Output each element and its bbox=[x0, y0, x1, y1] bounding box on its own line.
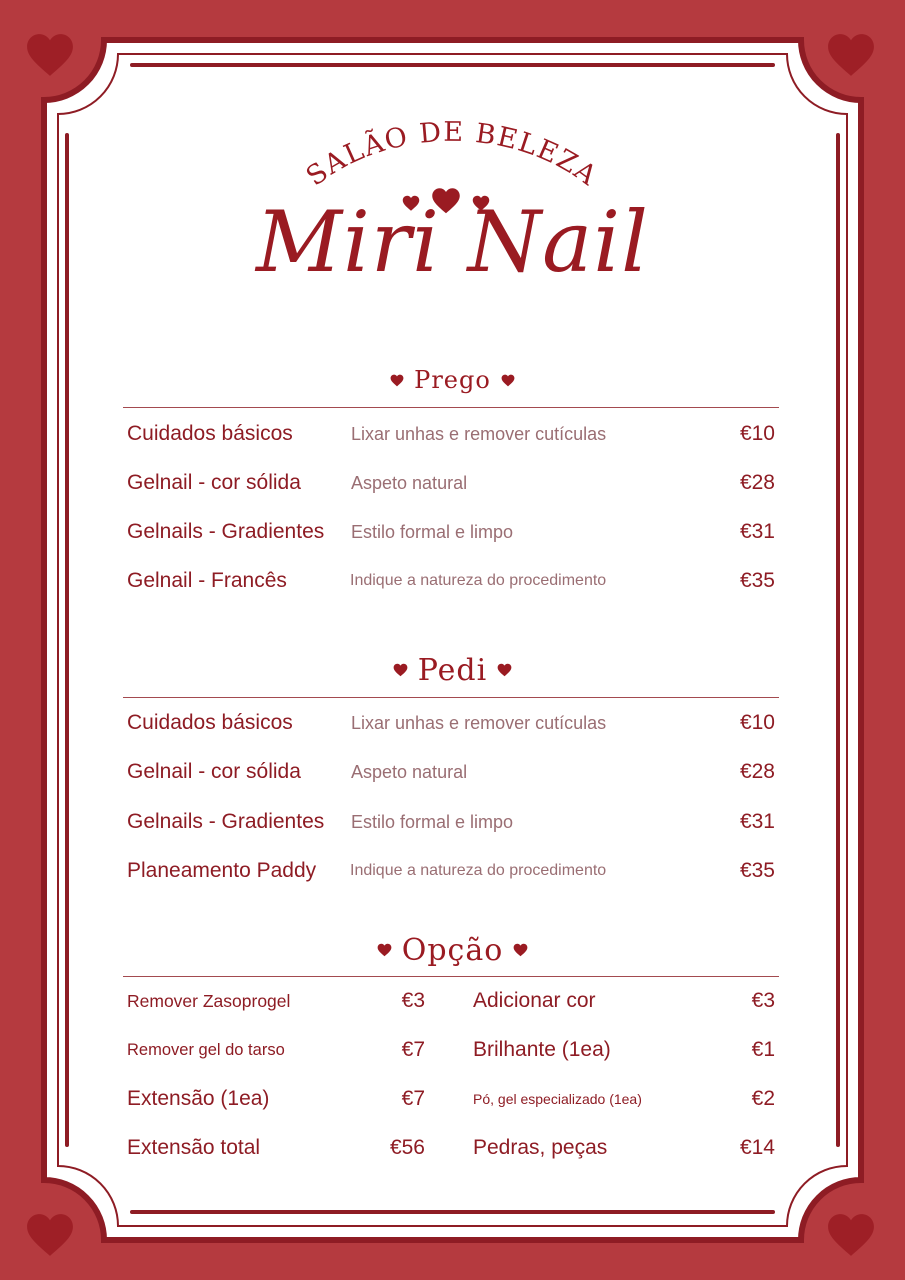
service-name: Gelnails - Gradientes bbox=[127, 810, 325, 833]
option-price: €14 bbox=[739, 1136, 775, 1159]
option-name: Extensão total bbox=[127, 1136, 261, 1159]
service-name: Gelnail - cor sólida bbox=[127, 471, 301, 494]
menu-item-row bbox=[0, 703, 905, 743]
option-price: €7 bbox=[401, 1087, 425, 1110]
option-price: €2 bbox=[751, 1087, 775, 1110]
section-header-prego bbox=[0, 362, 905, 398]
heart-icon bbox=[513, 943, 528, 957]
service-name: Cuidados básicos bbox=[127, 711, 293, 734]
service-description: Estilo formal e limpo bbox=[351, 522, 514, 542]
service-price: €35 bbox=[739, 859, 775, 882]
section-header-opcao bbox=[0, 930, 905, 970]
option-row bbox=[0, 981, 905, 1021]
option-price: €3 bbox=[401, 989, 425, 1012]
heart-icon bbox=[497, 663, 512, 677]
option-row bbox=[0, 1128, 905, 1168]
service-name: Gelnail - cor sólida bbox=[127, 760, 301, 783]
service-description: Aspeto natural bbox=[351, 473, 468, 493]
heart-icon bbox=[501, 374, 515, 387]
service-description: Aspeto natural bbox=[351, 762, 468, 782]
option-name: Pó, gel especializado (1ea) bbox=[473, 1091, 642, 1107]
svg-text:SALÃO DE BELEZA bbox=[301, 117, 603, 193]
option-name: Brilhante (1ea) bbox=[473, 1038, 611, 1061]
service-price: €31 bbox=[739, 810, 775, 833]
section-header-pedi bbox=[0, 650, 905, 690]
service-price: €10 bbox=[739, 711, 775, 734]
subtitle-text: SALÃO DE BELEZA bbox=[300, 116, 604, 193]
salon-title: Miri Nail bbox=[256, 193, 649, 291]
service-name: Gelnails - Gradientes bbox=[127, 520, 325, 543]
service-price: €28 bbox=[739, 471, 775, 494]
service-price: €31 bbox=[739, 520, 775, 543]
section-divider bbox=[123, 697, 779, 698]
menu-item-row bbox=[0, 802, 905, 842]
service-name: Cuidados básicos bbox=[127, 422, 293, 445]
service-description: Indique a natureza do procedimento bbox=[350, 862, 607, 879]
section-divider bbox=[123, 407, 779, 408]
option-price: €7 bbox=[401, 1038, 425, 1061]
option-price: €1 bbox=[751, 1038, 775, 1061]
option-name: Pedras, peças bbox=[473, 1136, 608, 1159]
service-price: €10 bbox=[739, 422, 775, 445]
option-row bbox=[0, 1030, 905, 1070]
section-title: Opção bbox=[401, 932, 504, 968]
menu-item-row bbox=[0, 512, 905, 552]
service-name: Planeamento Paddy bbox=[127, 859, 317, 882]
section-title: Pedi bbox=[417, 652, 488, 688]
service-name: Gelnail - Francês bbox=[127, 569, 287, 592]
option-name: Remover Zasoprogel bbox=[127, 991, 291, 1011]
option-price: €56 bbox=[389, 1136, 425, 1159]
menu-item-row bbox=[0, 561, 905, 601]
service-description: Lixar unhas e remover cutículas bbox=[351, 713, 607, 733]
service-price: €35 bbox=[739, 569, 775, 592]
menu-item-row bbox=[0, 851, 905, 891]
heart-icon bbox=[377, 943, 392, 957]
option-price: €3 bbox=[751, 989, 775, 1012]
service-price: €28 bbox=[739, 760, 775, 783]
option-row bbox=[0, 1079, 905, 1119]
option-name: Extensão (1ea) bbox=[127, 1087, 270, 1110]
heart-icon bbox=[393, 663, 408, 677]
option-name: Remover gel do tarso bbox=[127, 1041, 285, 1059]
section-divider bbox=[123, 976, 779, 977]
menu-item-row bbox=[0, 463, 905, 503]
section-title: Prego bbox=[414, 366, 491, 394]
service-description: Indique a natureza do procedimento bbox=[350, 572, 607, 589]
menu-item-row bbox=[0, 752, 905, 792]
service-description: Lixar unhas e remover cutículas bbox=[351, 424, 607, 444]
menu-item-row bbox=[0, 414, 905, 454]
option-name: Adicionar cor bbox=[473, 989, 596, 1012]
service-description: Estilo formal e limpo bbox=[351, 812, 514, 832]
heart-icon bbox=[390, 374, 404, 387]
